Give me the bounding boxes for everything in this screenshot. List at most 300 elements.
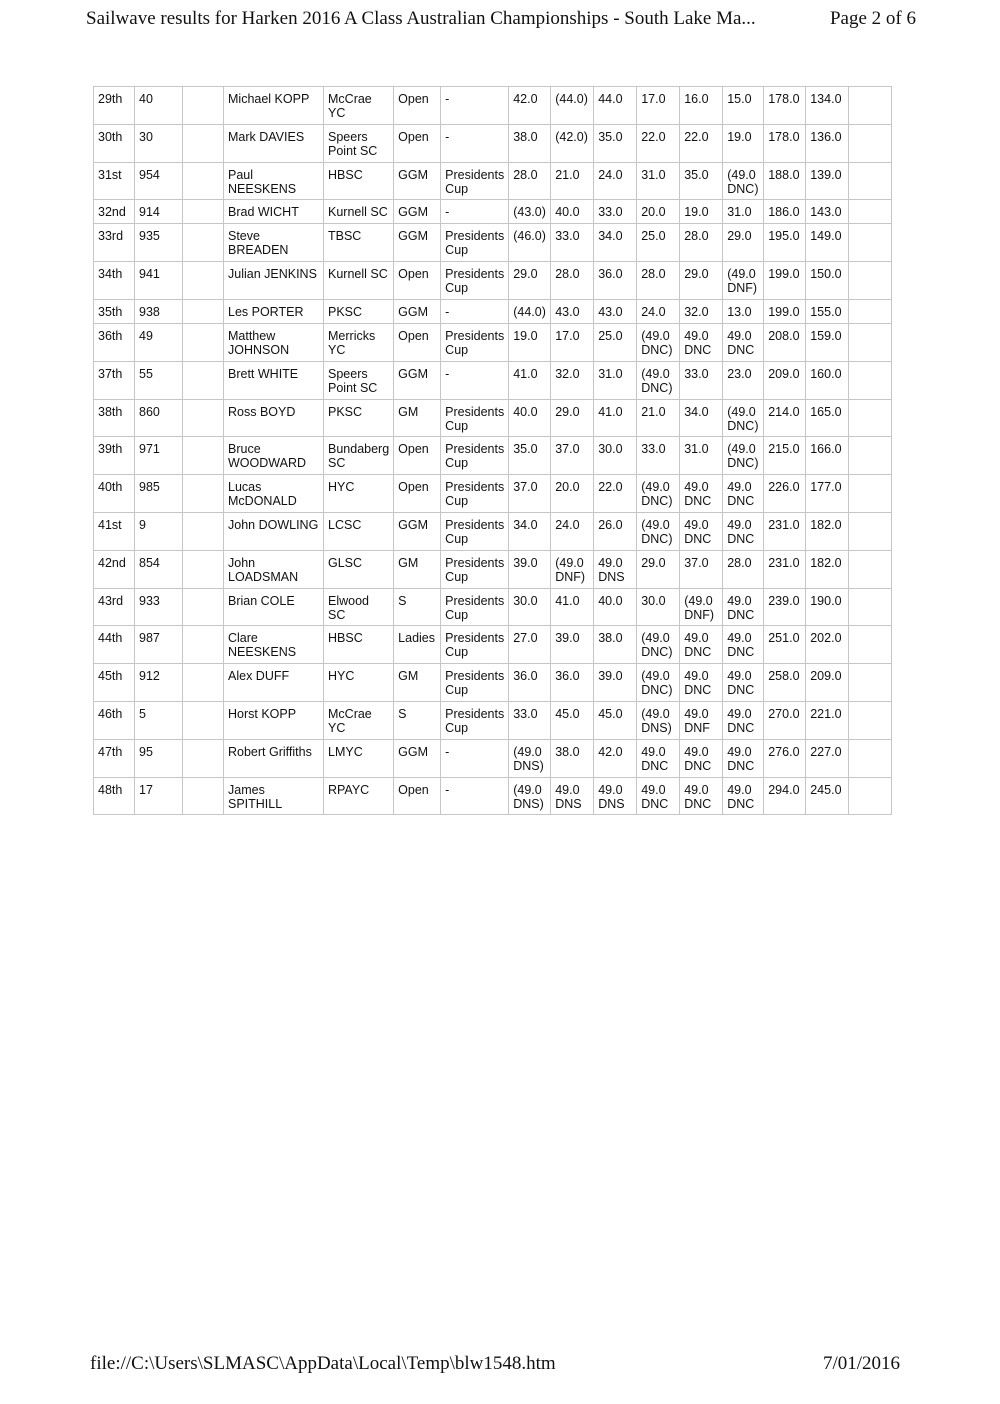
rank-cell: 39th	[94, 437, 135, 475]
fleet-cell: -	[441, 200, 509, 224]
division-cell: Open	[394, 323, 441, 361]
empty-cell	[183, 262, 224, 300]
race-1-cell: 36.0	[509, 664, 551, 702]
empty-cell	[183, 200, 224, 224]
race-3-cell: 34.0	[594, 224, 637, 262]
rank-cell: 29th	[94, 87, 135, 125]
race-3-cell: 38.0	[594, 626, 637, 664]
race-5-cell: 49.0 DNC	[680, 512, 723, 550]
race-6-cell: 49.0 DNC	[723, 588, 764, 626]
race-2-cell: 41.0	[551, 588, 594, 626]
race-5-cell: 49.0 DNC	[680, 626, 723, 664]
total-cell: 214.0	[764, 399, 806, 437]
race-3-cell: 40.0	[594, 588, 637, 626]
helm-name-cell: Mark DAVIES	[224, 124, 324, 162]
nett-cell: 190.0	[806, 588, 849, 626]
empty-cell	[849, 361, 892, 399]
race-3-cell: 42.0	[594, 739, 637, 777]
rank-cell: 31st	[94, 162, 135, 200]
nett-cell: 202.0	[806, 626, 849, 664]
sail-number-cell: 55	[135, 361, 183, 399]
empty-cell	[183, 323, 224, 361]
race-4-cell: 21.0	[637, 399, 680, 437]
empty-cell	[849, 224, 892, 262]
nett-cell: 165.0	[806, 399, 849, 437]
race-5-cell: 49.0 DNC	[680, 777, 723, 815]
race-4-cell: 49.0 DNC	[637, 777, 680, 815]
race-1-cell: 19.0	[509, 323, 551, 361]
sail-number-cell: 9	[135, 512, 183, 550]
table-row	[94, 739, 892, 777]
race-4-cell: 25.0	[637, 224, 680, 262]
race-2-cell: (49.0 DNF)	[551, 550, 594, 588]
rank-cell: 47th	[94, 739, 135, 777]
table-row	[94, 475, 892, 513]
empty-cell	[849, 262, 892, 300]
race-1-cell: 40.0	[509, 399, 551, 437]
empty-cell	[183, 124, 224, 162]
race-5-cell: 49.0 DNF	[680, 701, 723, 739]
empty-cell	[849, 399, 892, 437]
helm-name-cell: Matthew JOHNSON	[224, 323, 324, 361]
total-cell: 186.0	[764, 200, 806, 224]
race-5-cell: 49.0 DNC	[680, 664, 723, 702]
race-5-cell: 34.0	[680, 399, 723, 437]
helm-name-cell: Les PORTER	[224, 299, 324, 323]
empty-cell	[183, 87, 224, 125]
club-cell: LCSC	[324, 512, 394, 550]
fleet-cell: Presidents Cup	[441, 399, 509, 437]
race-4-cell: 31.0	[637, 162, 680, 200]
nett-cell: 182.0	[806, 550, 849, 588]
race-6-cell: 49.0 DNC	[723, 664, 764, 702]
club-cell: HYC	[324, 664, 394, 702]
fleet-cell: Presidents Cup	[441, 512, 509, 550]
club-cell: McCrae YC	[324, 701, 394, 739]
total-cell: 231.0	[764, 512, 806, 550]
division-cell: Open	[394, 87, 441, 125]
nett-cell: 159.0	[806, 323, 849, 361]
race-1-cell: 34.0	[509, 512, 551, 550]
race-3-cell: 36.0	[594, 262, 637, 300]
rank-cell: 36th	[94, 323, 135, 361]
helm-name-cell: James SPITHILL	[224, 777, 324, 815]
club-cell: McCrae YC	[324, 87, 394, 125]
total-cell: 208.0	[764, 323, 806, 361]
table-row	[94, 262, 892, 300]
total-cell: 215.0	[764, 437, 806, 475]
empty-cell	[849, 588, 892, 626]
club-cell: Elwood SC	[324, 588, 394, 626]
race-5-cell: 19.0	[680, 200, 723, 224]
results-table	[93, 86, 892, 815]
division-cell: GGM	[394, 224, 441, 262]
table-row	[94, 626, 892, 664]
race-3-cell: 49.0 DNS	[594, 777, 637, 815]
total-cell: 270.0	[764, 701, 806, 739]
race-6-cell: (49.0 DNC)	[723, 437, 764, 475]
race-6-cell: 49.0 DNC	[723, 475, 764, 513]
rank-cell: 41st	[94, 512, 135, 550]
race-4-cell: 49.0 DNC	[637, 739, 680, 777]
division-cell: GGM	[394, 200, 441, 224]
race-3-cell: 44.0	[594, 87, 637, 125]
fleet-cell: Presidents Cup	[441, 588, 509, 626]
race-6-cell: (49.0 DNC)	[723, 162, 764, 200]
race-6-cell: 19.0	[723, 124, 764, 162]
race-5-cell: 31.0	[680, 437, 723, 475]
race-2-cell: 32.0	[551, 361, 594, 399]
fleet-cell: Presidents Cup	[441, 664, 509, 702]
total-cell: 199.0	[764, 262, 806, 300]
fleet-cell: -	[441, 299, 509, 323]
total-cell: 178.0	[764, 124, 806, 162]
table-row	[94, 124, 892, 162]
total-cell: 231.0	[764, 550, 806, 588]
race-3-cell: 30.0	[594, 437, 637, 475]
club-cell: TBSC	[324, 224, 394, 262]
club-cell: GLSC	[324, 550, 394, 588]
empty-cell	[849, 162, 892, 200]
empty-cell	[183, 550, 224, 588]
race-6-cell: 15.0	[723, 87, 764, 125]
sail-number-cell: 971	[135, 437, 183, 475]
race-1-cell: (49.0 DNS)	[509, 777, 551, 815]
race-2-cell: 29.0	[551, 399, 594, 437]
nett-cell: 155.0	[806, 299, 849, 323]
table-row	[94, 224, 892, 262]
race-1-cell: 35.0	[509, 437, 551, 475]
club-cell: Bundaberg SC	[324, 437, 394, 475]
sail-number-cell: 5	[135, 701, 183, 739]
fleet-cell: -	[441, 361, 509, 399]
rank-cell: 37th	[94, 361, 135, 399]
race-5-cell: 37.0	[680, 550, 723, 588]
race-4-cell: 28.0	[637, 262, 680, 300]
fleet-cell: -	[441, 124, 509, 162]
race-6-cell: (49.0 DNF)	[723, 262, 764, 300]
race-4-cell: 30.0	[637, 588, 680, 626]
race-1-cell: 37.0	[509, 475, 551, 513]
race-6-cell: 49.0 DNC	[723, 512, 764, 550]
race-6-cell: 28.0	[723, 550, 764, 588]
division-cell: Open	[394, 475, 441, 513]
helm-name-cell: Lucas McDONALD	[224, 475, 324, 513]
race-3-cell: 35.0	[594, 124, 637, 162]
race-4-cell: 20.0	[637, 200, 680, 224]
page-number: Page 2 of 6	[829, 8, 916, 29]
rank-cell: 32nd	[94, 200, 135, 224]
race-1-cell: 38.0	[509, 124, 551, 162]
division-cell: GM	[394, 550, 441, 588]
race-2-cell: 17.0	[551, 323, 594, 361]
division-cell: Ladies	[394, 626, 441, 664]
helm-name-cell: Ross BOYD	[224, 399, 324, 437]
total-cell: 209.0	[764, 361, 806, 399]
race-3-cell: 33.0	[594, 200, 637, 224]
empty-cell	[849, 200, 892, 224]
race-2-cell: 37.0	[551, 437, 594, 475]
sail-number-cell: 933	[135, 588, 183, 626]
club-cell: HYC	[324, 475, 394, 513]
race-5-cell: 49.0 DNC	[680, 739, 723, 777]
race-5-cell: 29.0	[680, 262, 723, 300]
empty-cell	[849, 626, 892, 664]
table-row	[94, 550, 892, 588]
race-1-cell: 33.0	[509, 701, 551, 739]
race-6-cell: 13.0	[723, 299, 764, 323]
empty-cell	[849, 87, 892, 125]
division-cell: S	[394, 701, 441, 739]
empty-cell	[849, 124, 892, 162]
race-3-cell: 25.0	[594, 323, 637, 361]
race-2-cell: (42.0)	[551, 124, 594, 162]
race-5-cell: 28.0	[680, 224, 723, 262]
club-cell: Kurnell SC	[324, 200, 394, 224]
empty-cell	[183, 777, 224, 815]
total-cell: 258.0	[764, 664, 806, 702]
rank-cell: 45th	[94, 664, 135, 702]
rank-cell: 43rd	[94, 588, 135, 626]
rank-cell: 46th	[94, 701, 135, 739]
race-5-cell: 32.0	[680, 299, 723, 323]
empty-cell	[183, 475, 224, 513]
race-2-cell: 40.0	[551, 200, 594, 224]
empty-cell	[183, 626, 224, 664]
division-cell: GGM	[394, 162, 441, 200]
print-footer	[90, 1353, 900, 1375]
helm-name-cell: Julian JENKINS	[224, 262, 324, 300]
empty-cell	[849, 299, 892, 323]
empty-cell	[849, 550, 892, 588]
nett-cell: 160.0	[806, 361, 849, 399]
empty-cell	[183, 361, 224, 399]
helm-name-cell: John LOADSMAN	[224, 550, 324, 588]
club-cell: Speers Point SC	[324, 124, 394, 162]
total-cell: 195.0	[764, 224, 806, 262]
nett-cell: 143.0	[806, 200, 849, 224]
sail-number-cell: 941	[135, 262, 183, 300]
rank-cell: 38th	[94, 399, 135, 437]
table-row	[94, 200, 892, 224]
division-cell: GGM	[394, 361, 441, 399]
race-3-cell: 49.0 DNS	[594, 550, 637, 588]
file-path: file://C:\Users\SLMASC\AppData\Local\Temp\blw1548.htm	[90, 1353, 556, 1374]
empty-cell	[183, 162, 224, 200]
sail-number-cell: 30	[135, 124, 183, 162]
race-4-cell: (49.0 DNC)	[637, 323, 680, 361]
race-2-cell: 24.0	[551, 512, 594, 550]
race-4-cell: 24.0	[637, 299, 680, 323]
fleet-cell: Presidents Cup	[441, 224, 509, 262]
print-header	[86, 8, 916, 30]
nett-cell: 209.0	[806, 664, 849, 702]
fleet-cell: -	[441, 777, 509, 815]
helm-name-cell: Paul NEESKENS	[224, 162, 324, 200]
nett-cell: 150.0	[806, 262, 849, 300]
rank-cell: 42nd	[94, 550, 135, 588]
total-cell: 239.0	[764, 588, 806, 626]
race-2-cell: 38.0	[551, 739, 594, 777]
race-2-cell: 36.0	[551, 664, 594, 702]
race-3-cell: 41.0	[594, 399, 637, 437]
helm-name-cell: Brad WICHT	[224, 200, 324, 224]
empty-cell	[183, 437, 224, 475]
fleet-cell: Presidents Cup	[441, 323, 509, 361]
race-1-cell: (43.0)	[509, 200, 551, 224]
race-3-cell: 39.0	[594, 664, 637, 702]
division-cell: Open	[394, 437, 441, 475]
table-row	[94, 361, 892, 399]
race-3-cell: 24.0	[594, 162, 637, 200]
helm-name-cell: Brian COLE	[224, 588, 324, 626]
sail-number-cell: 854	[135, 550, 183, 588]
empty-cell	[183, 224, 224, 262]
fleet-cell: Presidents Cup	[441, 162, 509, 200]
race-1-cell: 29.0	[509, 262, 551, 300]
helm-name-cell: Clare NEESKENS	[224, 626, 324, 664]
fleet-cell: -	[441, 739, 509, 777]
table-row	[94, 162, 892, 200]
table-row	[94, 399, 892, 437]
nett-cell: 177.0	[806, 475, 849, 513]
club-cell: LMYC	[324, 739, 394, 777]
sail-number-cell: 95	[135, 739, 183, 777]
race-2-cell: 39.0	[551, 626, 594, 664]
club-cell: HBSC	[324, 162, 394, 200]
race-2-cell: 49.0 DNS	[551, 777, 594, 815]
sail-number-cell: 40	[135, 87, 183, 125]
club-cell: PKSC	[324, 399, 394, 437]
empty-cell	[849, 475, 892, 513]
race-3-cell: 31.0	[594, 361, 637, 399]
fleet-cell: Presidents Cup	[441, 437, 509, 475]
race-4-cell: (49.0 DNC)	[637, 626, 680, 664]
sail-number-cell: 938	[135, 299, 183, 323]
club-cell: RPAYC	[324, 777, 394, 815]
fleet-cell: Presidents Cup	[441, 626, 509, 664]
empty-cell	[183, 664, 224, 702]
race-2-cell: 20.0	[551, 475, 594, 513]
race-4-cell: (49.0 DNC)	[637, 475, 680, 513]
rank-cell: 30th	[94, 124, 135, 162]
nett-cell: 136.0	[806, 124, 849, 162]
race-1-cell: 42.0	[509, 87, 551, 125]
rank-cell: 48th	[94, 777, 135, 815]
race-4-cell: (49.0 DNC)	[637, 512, 680, 550]
race-2-cell: 43.0	[551, 299, 594, 323]
table-row	[94, 701, 892, 739]
fleet-cell: Presidents Cup	[441, 475, 509, 513]
rank-cell: 33rd	[94, 224, 135, 262]
club-cell: Kurnell SC	[324, 262, 394, 300]
sail-number-cell: 860	[135, 399, 183, 437]
empty-cell	[849, 512, 892, 550]
empty-cell	[849, 664, 892, 702]
race-2-cell: 21.0	[551, 162, 594, 200]
empty-cell	[849, 437, 892, 475]
race-5-cell: 49.0 DNC	[680, 323, 723, 361]
rank-cell: 44th	[94, 626, 135, 664]
race-4-cell: 29.0	[637, 550, 680, 588]
empty-cell	[849, 777, 892, 815]
race-1-cell: 28.0	[509, 162, 551, 200]
race-5-cell: 33.0	[680, 361, 723, 399]
club-cell: Merricks YC	[324, 323, 394, 361]
fleet-cell: Presidents Cup	[441, 550, 509, 588]
nett-cell: 139.0	[806, 162, 849, 200]
race-4-cell: (49.0 DNC)	[637, 664, 680, 702]
nett-cell: 166.0	[806, 437, 849, 475]
fleet-cell: Presidents Cup	[441, 262, 509, 300]
race-2-cell: 28.0	[551, 262, 594, 300]
print-date: 7/01/2016	[822, 1353, 900, 1374]
helm-name-cell: Bruce WOODWARD	[224, 437, 324, 475]
empty-cell	[183, 512, 224, 550]
race-1-cell: 41.0	[509, 361, 551, 399]
race-1-cell: 27.0	[509, 626, 551, 664]
club-cell: HBSC	[324, 626, 394, 664]
race-5-cell: 16.0	[680, 87, 723, 125]
race-2-cell: 45.0	[551, 701, 594, 739]
race-1-cell: 30.0	[509, 588, 551, 626]
division-cell: Open	[394, 124, 441, 162]
race-1-cell: 39.0	[509, 550, 551, 588]
sail-number-cell: 914	[135, 200, 183, 224]
total-cell: 226.0	[764, 475, 806, 513]
race-3-cell: 22.0	[594, 475, 637, 513]
race-2-cell: 33.0	[551, 224, 594, 262]
total-cell: 294.0	[764, 777, 806, 815]
race-1-cell: (44.0)	[509, 299, 551, 323]
race-6-cell: 23.0	[723, 361, 764, 399]
total-cell: 188.0	[764, 162, 806, 200]
sail-number-cell: 985	[135, 475, 183, 513]
table-row	[94, 588, 892, 626]
table-row	[94, 323, 892, 361]
division-cell: S	[394, 588, 441, 626]
race-2-cell: (44.0)	[551, 87, 594, 125]
nett-cell: 221.0	[806, 701, 849, 739]
nett-cell: 245.0	[806, 777, 849, 815]
empty-cell	[183, 701, 224, 739]
race-4-cell: 33.0	[637, 437, 680, 475]
sail-number-cell: 954	[135, 162, 183, 200]
table-row	[94, 512, 892, 550]
club-cell: PKSC	[324, 299, 394, 323]
race-4-cell: (49.0 DNC)	[637, 361, 680, 399]
rank-cell: 40th	[94, 475, 135, 513]
race-1-cell: (49.0 DNS)	[509, 739, 551, 777]
fleet-cell: Presidents Cup	[441, 701, 509, 739]
helm-name-cell: Robert Griffiths	[224, 739, 324, 777]
empty-cell	[183, 588, 224, 626]
division-cell: Open	[394, 777, 441, 815]
race-6-cell: 49.0 DNC	[723, 701, 764, 739]
table-row	[94, 777, 892, 815]
division-cell: GGM	[394, 512, 441, 550]
rank-cell: 34th	[94, 262, 135, 300]
helm-name-cell: John DOWLING	[224, 512, 324, 550]
fleet-cell: -	[441, 87, 509, 125]
division-cell: GGM	[394, 739, 441, 777]
race-4-cell: 17.0	[637, 87, 680, 125]
sail-number-cell: 935	[135, 224, 183, 262]
helm-name-cell: Horst KOPP	[224, 701, 324, 739]
total-cell: 276.0	[764, 739, 806, 777]
race-6-cell: 49.0 DNC	[723, 739, 764, 777]
sail-number-cell: 49	[135, 323, 183, 361]
